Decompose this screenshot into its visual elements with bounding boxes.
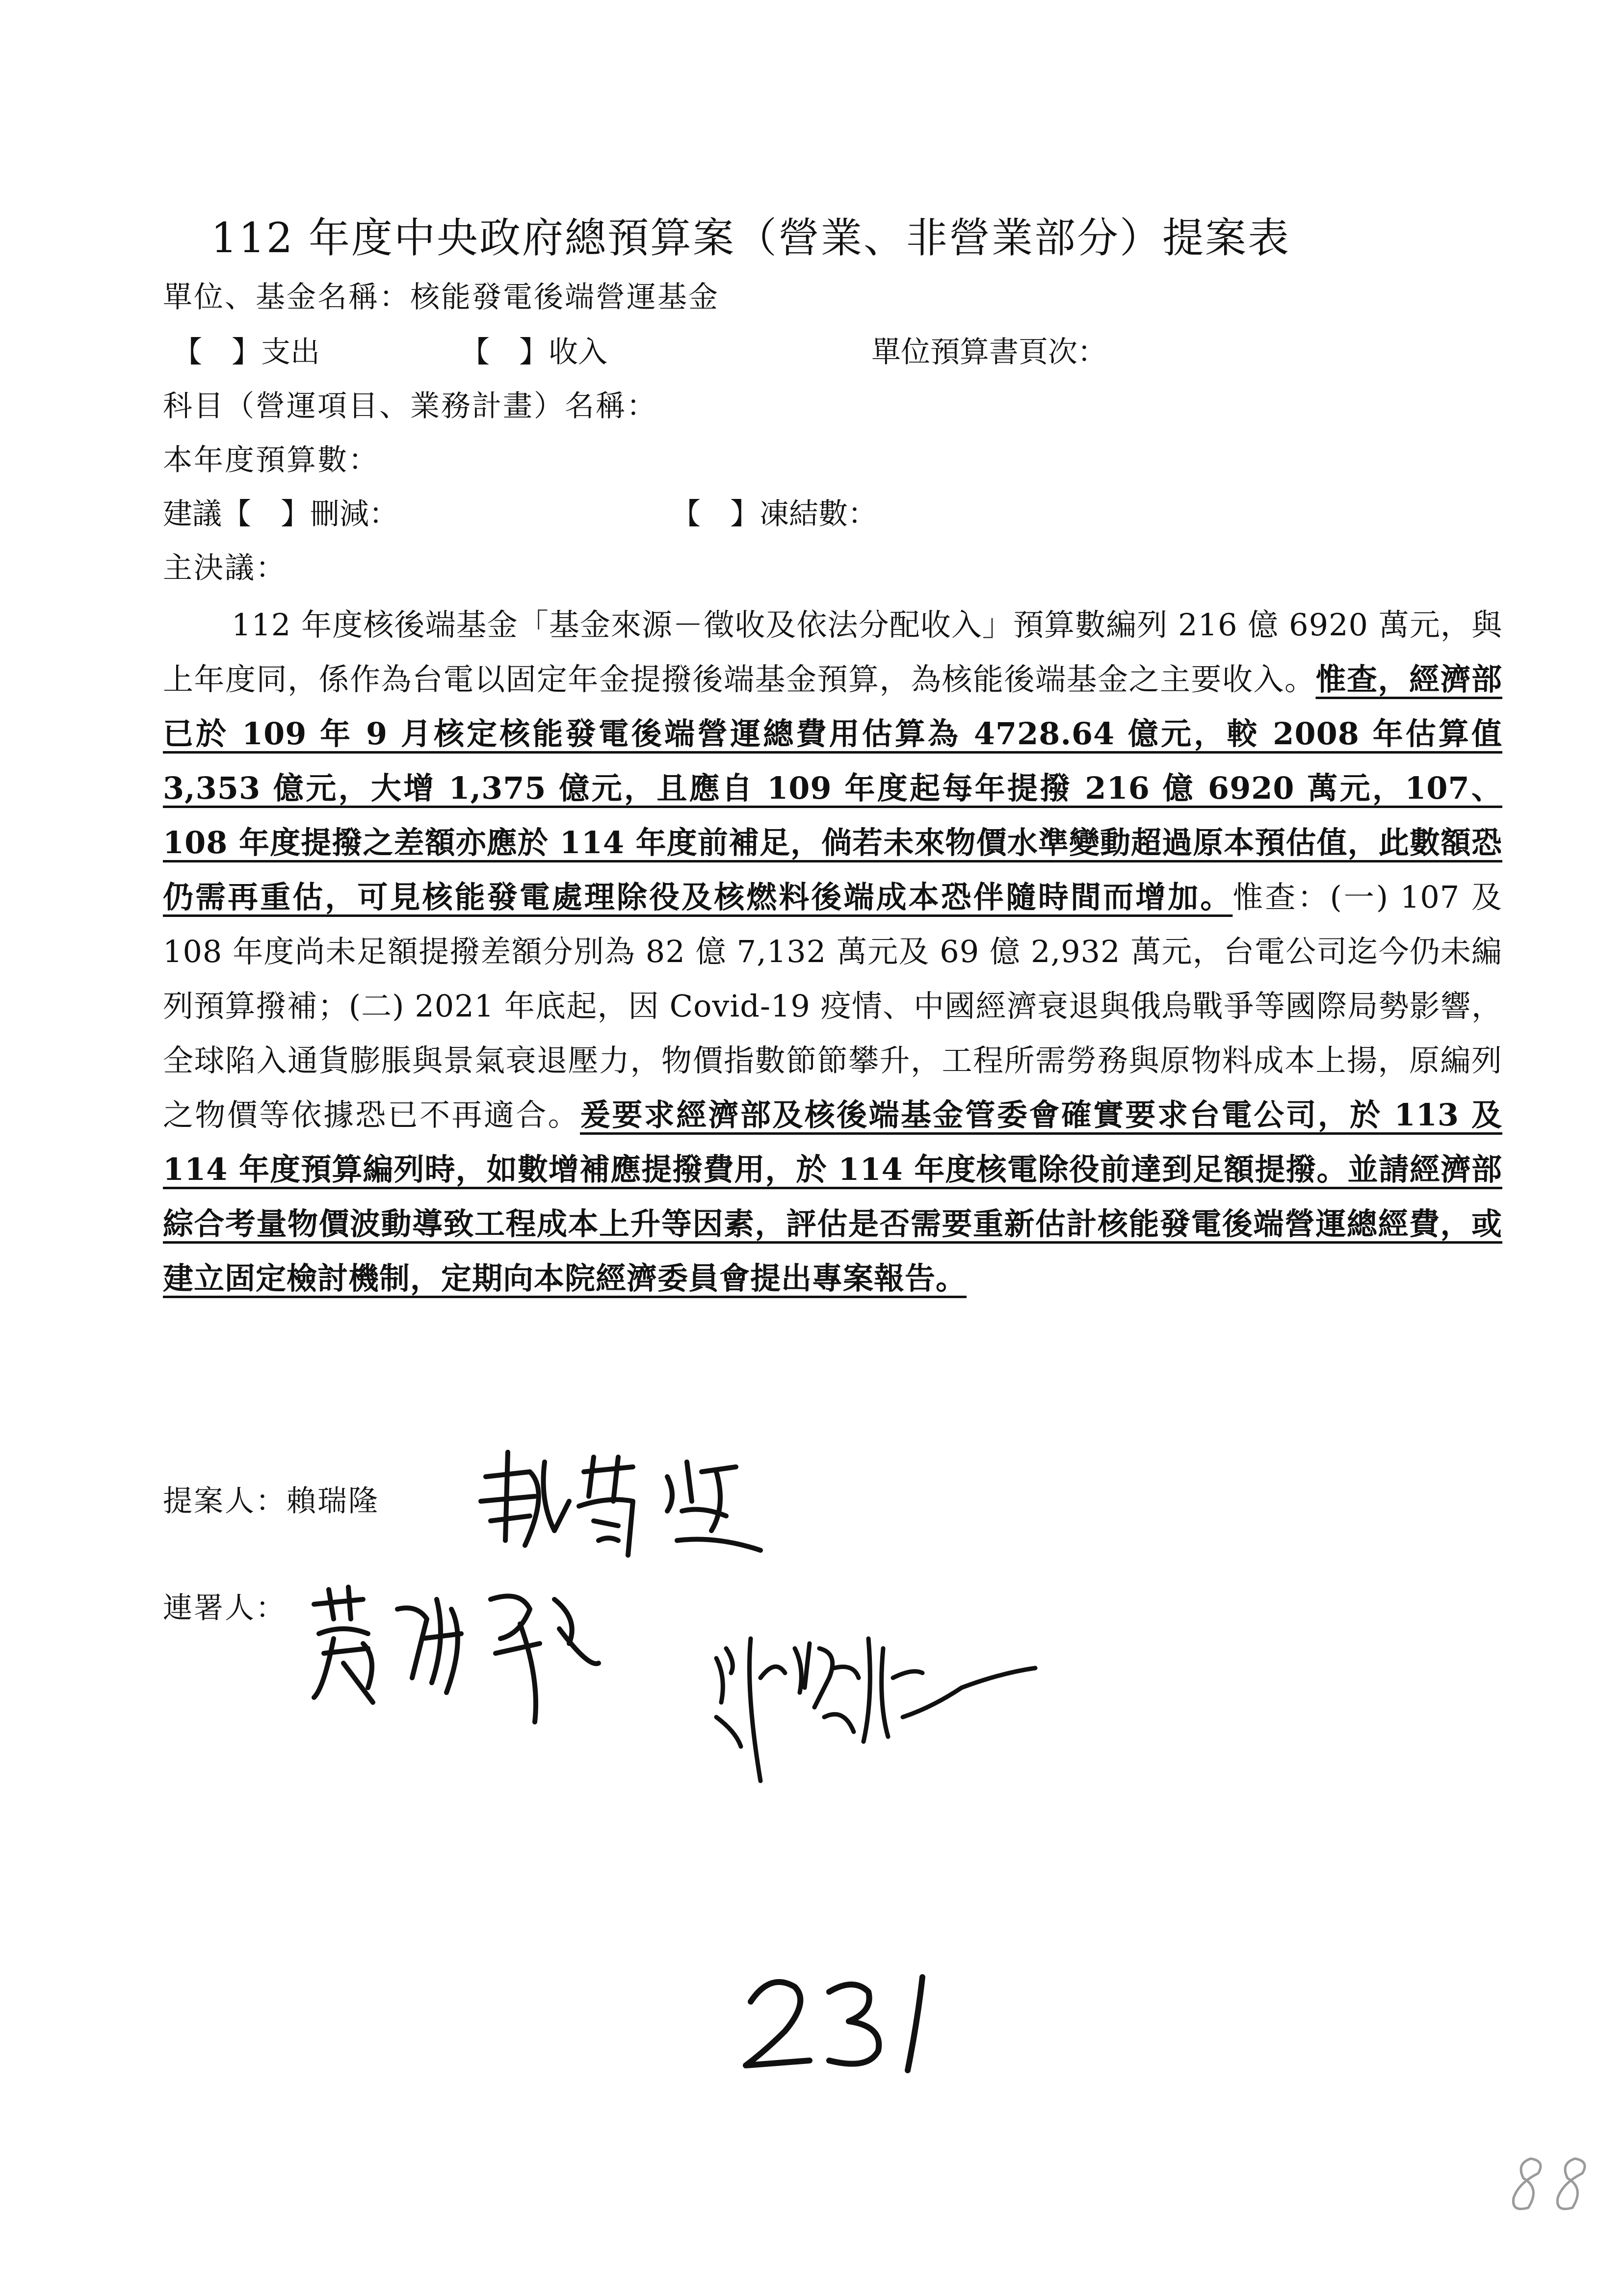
proposer-label: 提案人：賴瑞隆 bbox=[163, 1484, 379, 1518]
proposer-signature bbox=[471, 1442, 775, 1570]
resolution-paragraph-1: 112 年度核後端基金「基金來源－徵收及依法分配收入」預算數編列 216 億 6920 萬元，與上年度同，係作為台電以固定年金提撥後端基金預算，為核能後端基金之主要收入。 bbox=[163, 607, 1502, 697]
corner-page-number bbox=[1501, 2144, 1609, 2222]
subject-name-label: 科目（營運項目、業務計畫）名稱： bbox=[163, 389, 657, 423]
document-title: 112 年度中央政府總預算案（營業、非營業部分）提案表 bbox=[211, 214, 1291, 262]
current-budget-label: 本年度預算數： bbox=[163, 443, 379, 477]
cosigner-label: 連署人： bbox=[163, 1591, 287, 1625]
main-resolution-label: 主決議： bbox=[163, 551, 287, 585]
resolution-emphasis-2: 爰要求經濟部及核後端基金管委會確實要求台電公司，於 113 及 114 年度預算編列時，如數增補應提撥費用，於 114 年度核電除役前達到足額提撥。並請經濟部綜合考量物價波動導致工程成本上升等因素，評估是否需要重新估計核能發電後端營運總經費，或建立固定檢討機制，定期向本院經濟委員會提出專案報告。 bbox=[163, 1097, 1502, 1296]
resolution-body bbox=[163, 598, 1502, 1305]
budget-page-label: 單位預算書頁次： bbox=[871, 335, 1107, 369]
handwritten-page-number bbox=[736, 1962, 942, 2080]
expenditure-checkbox: 【 】支出 bbox=[173, 335, 320, 369]
cosigner-signature-2 bbox=[707, 1619, 1040, 1786]
resolution-emphasis-1: 惟查，經濟部已於 109 年 9 月核定核能發電後端營運總費用估算為 4728.64 億元，較 2008 年估算值 3,353 億元，大增 1,375 億元，且應自 109 年度起每年提撥 216 億 6920 萬元，107、108 年度提撥之差額亦應於 114 年度前補足，倘若未來物價水準變動超過原本預估值，此數額恐仍需再重估，可見核能發電處理除役及核燃料後端成本恐伴隨時間而增加。 bbox=[163, 661, 1502, 915]
resolution-paragraph-2: 惟查：(一) 107 及 108 年度尚未足額提撥差額分別為 82 億 7,132 萬元及 69 億 2,932 萬元，台電公司迄今仍未編列預算撥補；(二) 2021 年底起，因 Covid-19 疫情、中國經濟衰退與俄烏戰爭等國際局勢影響，全球陷入通貨膨脹與景氣衰退壓力，物價指數節節攀升，工程所需勞務與原物料成本上揚，原編列之物價等依據恐已不再適合。 bbox=[163, 879, 1502, 1133]
suggest-cut-label: 建議【 】刪減： bbox=[163, 497, 398, 531]
income-checkbox: 【 】收入 bbox=[460, 335, 607, 369]
cosigner-signature-1 bbox=[304, 1580, 608, 1737]
unit-fund-name: 單位、基金名稱：核能發電後端營運基金 bbox=[163, 280, 719, 314]
freeze-label: 【 】凍結數： bbox=[671, 497, 877, 531]
